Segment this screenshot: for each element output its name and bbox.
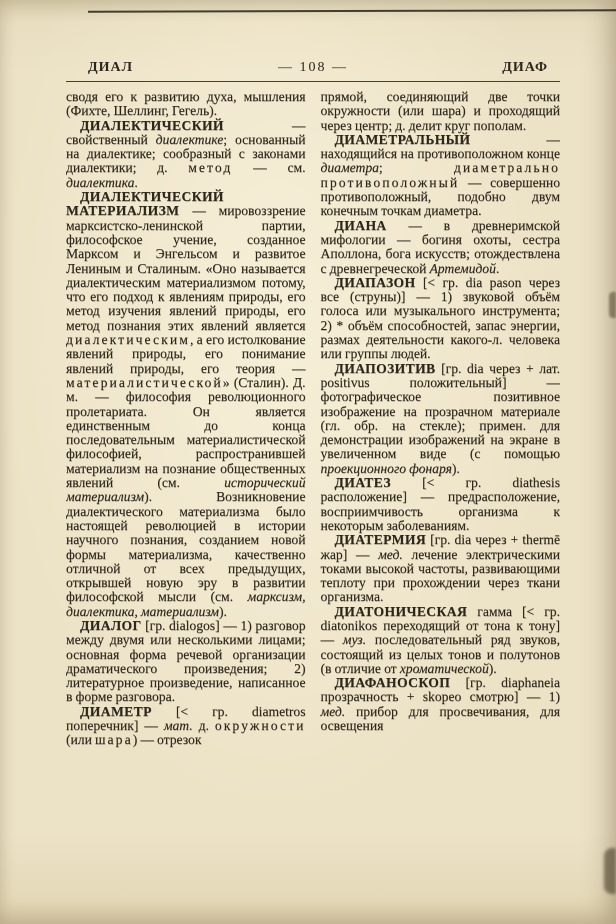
scan-line-artifact <box>88 9 616 12</box>
scan-smudge-artifact <box>604 848 616 894</box>
text-run: » (Сталин). Д. м. — философия революционного пролетариата. Он является единственным до конца последовательным материалистической философией, распространившей материализм на познание общественных явлений (см. <box>66 374 306 491</box>
text-run: диалектике <box>155 131 224 147</box>
text-run: диалектика <box>66 174 135 190</box>
text-run: сводя его к развитию духа, мышления (Фихте, Шеллинг, Гегель). <box>66 90 306 119</box>
text-run: [гр. dia через + thermē жар] — <box>320 532 560 562</box>
text-run: — мировоззрение марксистско-ленинской партии, философское учение, созданное Марксом и Энгельсом и развитое Лениным и Сталиным. «Оно называется диалектическим материализмом потому, что его подход к явлениям природы, его метод изучения явлений природы, его метод познания этих явлений является <box>66 203 306 333</box>
text-run: ) — отрезок <box>132 732 202 748</box>
text-run: лечение электрическими токами высокой частоты, развивающими теплоту при прохождении через ткани организма. <box>320 546 560 605</box>
entry-paragraph <box>321 276 561 362</box>
text-run: (или <box>66 732 95 748</box>
entry-paragraph <box>66 119 306 190</box>
text-run: — см. <box>232 160 306 176</box>
text-run: ДИАПАЗОН <box>334 274 416 290</box>
text-run: прямой, соединяющий две точки окружности (или шара) и проходящий через центр; д. делит круг пополам. <box>320 90 560 133</box>
text-run: проекционного фонаря <box>320 460 452 476</box>
text-run: ДИАПОЗИТИВ <box>334 360 436 376</box>
text-run: д. <box>192 718 215 734</box>
entry-paragraph <box>321 476 561 533</box>
text-run: ДИАМЕТРАЛЬНЫЙ <box>334 131 471 147</box>
text-run: шара <box>94 732 133 748</box>
text-run: ДИАТЕРМИЯ <box>334 532 427 548</box>
text-run: ). Возникновение диалектического материализма было настоящей революцией в истории научного познания, созданием новой формы материализма, качественно отличной от всех предыдущих, открывшей новую эру в развитии философской мысли (см. <box>66 489 306 605</box>
entry-paragraph <box>321 533 561 604</box>
entry-paragraph <box>321 676 561 733</box>
text-run: [< гр. diathesis расположение] — предрасположение, восприимчивость организма к некоторым заболеваниям. <box>320 475 560 533</box>
text-run: — свойственный <box>66 117 306 147</box>
text-run: гамма [< гр. diatonikos переходящий от тона к тону] — <box>320 603 560 648</box>
text-run: марксизм, диалектика, материализм <box>66 589 306 619</box>
text-run: материалистической <box>66 374 223 390</box>
text-run: Артемидой <box>429 260 496 276</box>
page-number: — 108 — <box>278 60 348 75</box>
text-run: ДИАТЕЗ <box>334 475 391 491</box>
text-run: диаметра <box>320 160 379 176</box>
text-run: , а его истолкование явлений природы, его понимание явлений природы, его теория — <box>66 332 306 376</box>
text-run: [гр. dia через + лат. positivus положительный] — фотографическое позитивное изображение на прозрачном материале (гл. обр. на стекле); примен. для демонстрации изображений на экране в увеличенном виде (с помощью <box>320 360 560 462</box>
text-run: диалектическим <box>66 332 190 348</box>
page-header <box>66 60 560 76</box>
text-run: последовательный ряд звуков, состоящий из целых тонов и полутонов (в отличие от <box>320 632 560 676</box>
entry-paragraph <box>66 90 306 119</box>
text-run: — совершенно противоположный, подобно двум конечным точкам диаметра. <box>320 174 560 219</box>
text-run: . <box>495 260 500 276</box>
entry-paragraph <box>321 133 561 219</box>
text-run: ). <box>451 460 460 476</box>
text-run: мед. <box>378 546 403 562</box>
header-guide-word-right: ДИАФ <box>502 60 548 75</box>
text-run: ДИАЛЕКТИЧЕСКИЙ МАТЕРИАЛИЗМ <box>66 189 224 219</box>
column-left <box>66 90 306 902</box>
text-run: ДИАЛОГ <box>80 617 142 633</box>
scan-smudge-artifact <box>609 292 616 318</box>
entry-paragraph <box>321 362 561 476</box>
text-run: [гр. dialogos] — 1) разговор между двумя или несколькими лицами; основная форма речевой организации драматического произведения; 2) литературное произведение, написанное в форме разговора. <box>66 617 306 705</box>
text-run: ; основанный на диалектике; сообразный с законами диалектики; д. <box>66 131 306 176</box>
text-run: прибор для просвечивания, для освещения <box>320 703 560 734</box>
text-run: ДИАТОНИЧЕСКАЯ <box>334 603 468 619</box>
text-run: мед. <box>320 703 346 719</box>
text-run: . <box>134 174 138 190</box>
text-run: исторический материализм <box>66 475 306 505</box>
text-run: ДИАНА <box>334 217 387 233</box>
entry-paragraph <box>321 90 561 133</box>
text-run: ; <box>378 160 454 176</box>
text-run: [гр. diaphaneia прозрачность + skopeo смотрю] — 1) <box>320 675 560 705</box>
text-run: хроматической <box>399 660 489 676</box>
header-guide-word-left: ДИАЛ <box>88 60 134 75</box>
entry-paragraph <box>321 219 561 276</box>
text-run: — находящийся на противоположном конце <box>320 131 560 162</box>
text-run: мат. <box>163 718 193 734</box>
column-right <box>321 90 561 902</box>
entry-paragraph <box>321 605 561 676</box>
text-run: ДИАМЕТР <box>80 703 152 719</box>
header-rule <box>66 81 560 82</box>
text-run: — в древнеримской мифологии — богиня охоты, сестра Аполлона, бога искусств; отождествлена с древнегреческой <box>320 217 560 276</box>
text-run: муз. <box>342 632 367 648</box>
text-run: диаметрально противоположный <box>320 160 560 190</box>
text-columns <box>66 90 560 902</box>
text-run: [< гр. diametros поперечник] — <box>66 703 306 734</box>
text-run: ДИАЛЕКТИЧЕСКИЙ <box>80 117 224 133</box>
text-run: метод <box>188 160 233 176</box>
entry-paragraph <box>66 619 306 705</box>
text-run: ). <box>488 660 497 676</box>
entry-paragraph <box>66 705 306 748</box>
text-run: [< гр. dia pason через все (струны)] — 1) звуковой объём голоса или музыкального инструмента; 2) * объём способностей, запас энергии, размах деятельности какого-л. человека или группы людей. <box>320 274 560 362</box>
text-run: ДИАФАНОСКОП <box>334 675 451 691</box>
entry-paragraph <box>66 190 306 619</box>
text-run: ). <box>218 603 227 619</box>
text-run: окружности <box>214 718 306 734</box>
